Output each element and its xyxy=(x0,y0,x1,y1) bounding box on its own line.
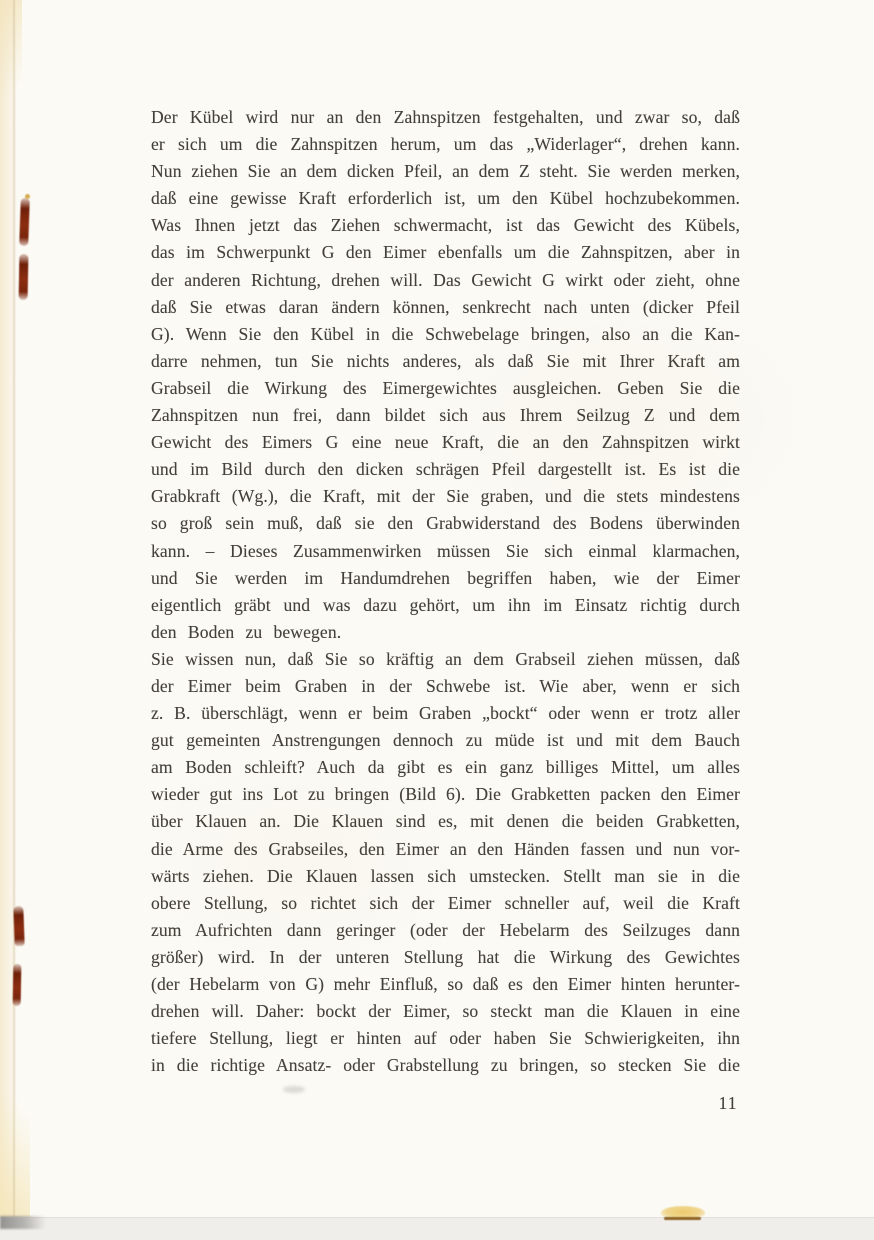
text-line: er sich um die Zahnspitzen herum, um das „Widerlager“, drehen kann. xyxy=(151,134,740,155)
text-line: am Boden schleift? Auch da gibt es ein ganz billiges Mittel, um alles xyxy=(151,757,740,778)
text-line: tiefere Stellung, liegt er hinten auf oder haben Sie Schwierigkeiten, ihn xyxy=(151,1028,740,1049)
text-line: und im Bild durch den dicken schrägen Pfeil dargestellt ist. Es ist die xyxy=(151,459,740,480)
text-line: daß Sie etwas daran ändern können, senkrecht nach unten (dicker Pfeil xyxy=(151,296,740,317)
text-line: der anderen Richtung, drehen will. Das Gewicht G wirkt oder zieht, ohne xyxy=(151,269,740,290)
page-edge-shading-bottom xyxy=(0,1080,30,1220)
red-binding-mark xyxy=(19,198,30,246)
page-number: 11 xyxy=(718,1093,738,1113)
text-line: z. B. überschlägt, wenn er beim Graben „bockt“ oder wenn er trotz aller xyxy=(151,703,740,724)
scan-bottom-strip xyxy=(0,1217,874,1240)
text-line: drehen will. Daher: bockt der Eimer, so steckt man die Klauen in eine xyxy=(151,1001,740,1022)
text-line: gut gemeinten Anstrengungen dennoch zu müde ist und mit dem Bauch xyxy=(151,730,740,751)
page-text xyxy=(151,104,740,1079)
text-line: zum Aufrichten dann geringer (oder der Hebelarm des Seilzuges dann xyxy=(151,919,740,940)
text-line: Gewicht des Eimers G eine neue Kraft, die an den Zahnspitzen wirkt xyxy=(151,432,740,453)
text-line: Zahnspitzen nun frei, dann bildet sich aus Ihrem Seilzug Z und dem xyxy=(151,405,740,426)
text-line: Grabseil die Wirkung des Eimergewichtes ausgleichen. Geben Sie die xyxy=(151,377,740,398)
text-line: das im Schwerpunkt G den Eimer ebenfalls um die Zahnspitzen, aber in xyxy=(151,242,740,263)
corner-smudge xyxy=(0,1216,46,1229)
text-line: den Boden zu bewegen. xyxy=(151,621,342,642)
text-line: Grabkraft (Wg.), die Kraft, mit der Sie graben, und die stets mindestens xyxy=(151,486,740,507)
red-binding-mark xyxy=(13,906,24,946)
text-line: darre nehmen, tun Sie nichts anderes, als daß Sie mit Ihrer Kraft am xyxy=(151,350,740,371)
text-line: eigentlich gräbt und was dazu gehört, um ihn im Einsatz richtig durch xyxy=(151,594,740,615)
red-binding-mark xyxy=(13,964,22,1006)
text-line: kann. – Dieses Zusammenwirken müssen Sie sich einmal klarmachen, xyxy=(151,540,740,561)
text-line: so groß sein muß, daß sie den Grabwiderstand des Bodens überwinden xyxy=(151,513,740,534)
text-line: G). Wenn Sie den Kübel in die Schwebelage bringen, also an die Kan- xyxy=(151,323,740,344)
text-line: über Klauen an. Die Klauen sind es, mit denen die beiden Grabketten, xyxy=(151,811,740,832)
page-edge-shading xyxy=(0,0,18,1240)
text-line: Der Kübel wird nur an den Zahnspitzen festgehalten, und zwar so, daß xyxy=(151,107,740,127)
red-binding-mark xyxy=(19,254,29,300)
text-line: (der Hebelarm von G) mehr Einfluß, so daß es den Eimer hinten herunter- xyxy=(151,974,740,994)
text-line: Sie wissen nun, daß Sie so kräftig an dem Grabseil ziehen müssen, daß xyxy=(151,648,740,669)
text-line: obere Stellung, so richtet sich der Eimer schneller auf, weil die Kraft xyxy=(151,892,740,913)
text-line: in die richtige Ansatz- oder Grabstellung zu bringen, so stecken Sie die xyxy=(151,1055,740,1076)
page-edge-shading-top xyxy=(0,0,22,120)
text-line: die Arme des Grabseiles, den Eimer an den Händen fassen und nun vor- xyxy=(151,838,740,859)
text-line: größer) wird. In der unteren Stellung hat die Wirkung des Gewichtes xyxy=(151,946,740,967)
paper-stain-underline xyxy=(664,1217,701,1220)
text-line: wieder gut ins Lot zu bringen (Bild 6). Die Grabketten packen den Eimer xyxy=(151,784,740,805)
text-line: der Eimer beim Graben in der Schwebe ist. Wie aber, wenn er sich xyxy=(151,675,740,696)
pencil-smudge xyxy=(283,1086,305,1093)
text-line: und Sie werden im Handumdrehen begriffen haben, wie der Eimer xyxy=(151,567,740,588)
text-line: Nun ziehen Sie an dem dicken Pfeil, an dem Z steht. Sie werden merken, xyxy=(151,161,740,182)
text-line: wärts ziehen. Die Klauen lassen sich umstecken. Stellt man sie in die xyxy=(151,865,740,886)
binding-crease xyxy=(13,0,15,1240)
text-line: Was Ihnen jetzt das Ziehen schwermacht, ist das Gewicht des Kübels, xyxy=(151,215,740,236)
text-line: daß eine gewisse Kraft erforderlich ist, um den Kübel hochzubekommen. xyxy=(151,188,740,209)
yellow-fleck xyxy=(25,194,30,199)
